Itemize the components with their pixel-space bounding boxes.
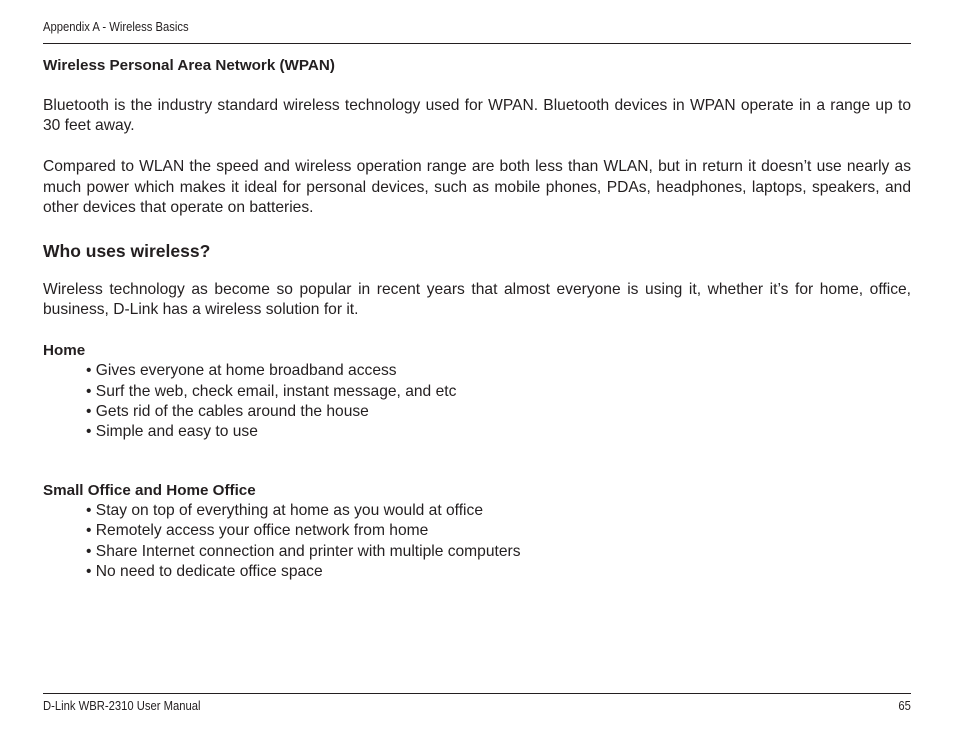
soho-heading: Small Office and Home Office xyxy=(43,482,256,500)
running-title: Appendix A - Wireless Basics xyxy=(43,20,189,34)
who-uses-paragraph: Wireless technology as become so popular in recent years that almost everyone is using it, whether it’s for home, office, business, D-Link has a wireless solution for it. xyxy=(43,281,911,319)
wpan-paragraph-1: Bluetooth is the industry standard wireless technology used for WPAN. Bluetooth devices in WPAN operate in a range up to 30 feet away. xyxy=(43,97,911,135)
home-list xyxy=(43,361,911,442)
section-wpan xyxy=(43,56,911,218)
list-item: • Surf the web, check email, instant message, and etc xyxy=(86,382,457,400)
page-header xyxy=(43,18,911,36)
soho-list xyxy=(43,501,911,582)
list-item: • Simple and easy to use xyxy=(86,422,258,440)
list-item: • No need to dedicate office space xyxy=(86,562,323,580)
list-item: • Stay on top of everything at home as you would at office xyxy=(86,502,483,520)
list-item: • Remotely access your office network from home xyxy=(86,522,429,540)
page-footer xyxy=(43,697,911,715)
home-heading: Home xyxy=(43,342,86,360)
footer-divider xyxy=(43,693,911,694)
section-soho xyxy=(43,481,911,582)
wpan-paragraph-2: Compared to WLAN the speed and wireless operation range are both less than WLAN, but in return it doesn’t use nearly as much power which makes it ideal for personal devices, such as mobile phones, PDAs, headphones, laptops, speakers, and other devices that operate on batteries. xyxy=(43,158,911,216)
wpan-heading: Wireless Personal Area Network (WPAN) xyxy=(43,57,335,74)
section-home xyxy=(43,341,911,442)
list-item: • Share Internet connection and printer with multiple computers xyxy=(86,542,521,560)
page-content xyxy=(43,56,911,582)
section-who-uses xyxy=(43,239,911,320)
header-divider xyxy=(43,43,911,44)
list-item: • Gives everyone at home broadband access xyxy=(86,362,397,380)
who-uses-heading: Who uses wireless? xyxy=(43,241,211,262)
list-item: • Gets rid of the cables around the house xyxy=(86,402,369,420)
manual-title: D-Link WBR-2310 User Manual xyxy=(43,699,201,713)
page-number: 65 xyxy=(898,699,911,713)
